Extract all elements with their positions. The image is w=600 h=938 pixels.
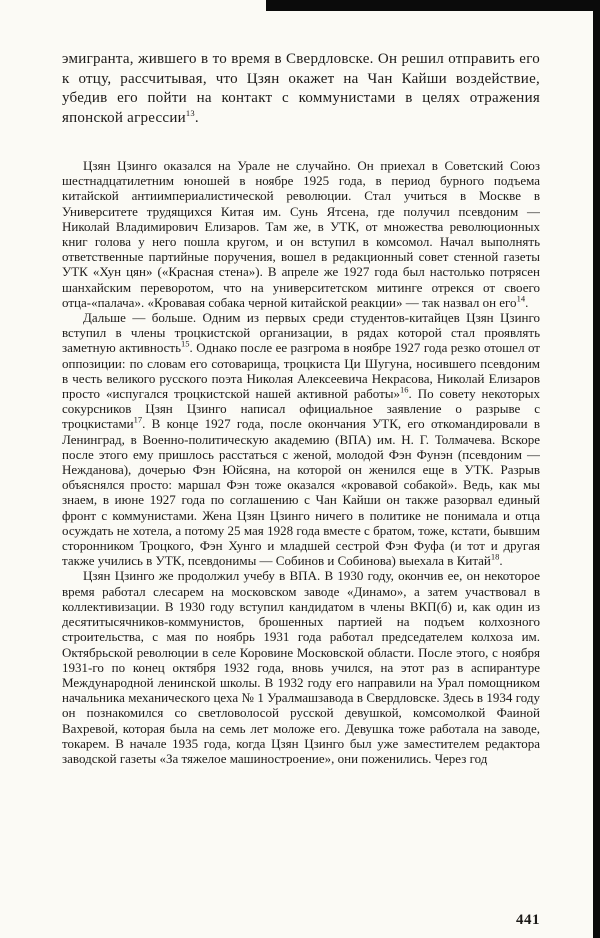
text-run: эмигранта, жившего в то время в Свердловске. Он решил отправить его к отцу, рассчитывая, что Цзян окажет на Чан Кайши воздействие, убедив его пойти на контакт с коммунистами в целях отражения японской агрессии: [62, 51, 540, 126]
paragraph-body-3: [62, 568, 540, 766]
text-run: .: [525, 294, 529, 310]
footnote-ref: 16: [400, 384, 409, 395]
section-break: [62, 128, 540, 158]
footnote-ref: 13: [185, 107, 195, 118]
footnote-ref: 17: [133, 415, 143, 426]
text-run: .: [194, 109, 199, 126]
footnote-ref: 18: [490, 551, 500, 562]
paragraph-body-1: [62, 158, 540, 310]
text-run: .: [499, 553, 503, 569]
text-run: Дальше — больше. Одним из первых среди студентов-китайцев Цзян Цзинго вступил в члены троцкистской организации, в рядах которой стал проявлять заметную активность: [62, 310, 540, 356]
text-run: . Однако после ее разгрома в ноябре 1927 года резко отошел от оппозиции: по словам его сотоварища, троцкиста Ци Шугуна, носившего псевдоним в честь великого русского поэта Николая Алексеевича Некрасова, Николай Елизаров просто «испугался троцкистской нашей активной работы»: [62, 340, 540, 402]
footnote-ref: 14: [516, 293, 526, 304]
page-text: [62, 50, 540, 910]
text-run: . По совету некоторых сокурсников Цзян Цзинго написал официальное заявление о разрыве с троцкистами: [62, 386, 540, 432]
paragraph-opening: [62, 50, 540, 128]
page-number: 441: [516, 912, 540, 928]
footnote-ref: 15: [181, 339, 190, 350]
text-run: Цзян Цзинго оказался на Урале не случайно. Он приехал в Советский Союз шестнадцатилетним юношей в ноябре 1925 года, в период бурного подъема китайской антиимпериалистической революции. Стал учиться в Москве в Университете трудящихся Китая им. Сунь Ятсена, где получил псевдоним — Николай Владимирович Елизаров. Там же, в УТК, от множества революционных книг голова у него пошла кругом, и он вступил в комсомол. Начал выполнять ответственные партийные поручения, вошел в редакционный совет стенной газеты УТК «Хун цян» («Красная стена»). В апреле же 1927 года был настолько потрясен шанхайским переворотом, что на университетском митинге отрекся от своего отца-«палача». «Кровавая собака черной китайской реакции» — так назвал он его: [62, 158, 540, 310]
scan-edge-right: [593, 0, 600, 938]
text-run: . В конце 1927 года, после окончания УТК, его откомандировали в Ленинград, в Военно-политическую академию (ВПА) им. Н. Г. Толмачева. Вскоре после этого ему пришлось расстаться с женой, молодой Фэн Фунэн (псевдоним — Нежданова), дочерью Фэн Юйсяна, на которой он женился еще в УТК. Разрыв объяснялся просто: маршал Фэн тоже оказался «кровавой собакой». Ведь, как мы знаем, в июне 1927 года по соглашению с Чан Кайши он также разорвал единый фронт с коммунистами. Жена Цзян Цзинго ничего в политике не понимала и отца осуждать не хотела, а потому 25 мая 1928 года вместе с братом, тоже, кстати, бывшим сторонником Троцкого, Фэн Хунго и младшей сестрой Фэн Фуфа (и тот и другая также учились в УТК, псевдонимы — Собинов и Собинова) выехала в Китай: [62, 416, 540, 569]
paragraph-body-2: [62, 310, 540, 568]
text-run: Цзян Цзинго же продолжил учебу в ВПА. В 1930 году, окончив ее, он некоторое время работал слесарем на московском заводе «Динамо», а затем участвовал в коллективизации. В 1930 году вступил кандидатом в члены ВКП(б) и, как один из десятитысячников-коммунистов, брошенных партией на подъем колхозного строительства, с мая по ноябрь 1931 года работал председателем колхоза им. Октябрьской революции в селе Коровине Московской области. После этого, с ноября 1931-го по конец октября 1932 года, вновь учился, на этот раз в аспирантуре Международной ленинской школы. В 1932 году его направили на Урал помощником начальника механического цеха № 1 Уралмашзавода в Свердловске. Здесь в 1934 году он познакомился со светловолосой русской девушкой, комсомолкой Фаиной Вахревой, которая была на семь лет моложе его. Девушка тоже работала на заводе, токарем. В начале 1935 года, когда Цзян Цзинго был уже заместителем редактора заводской газеты «За тяжелое машиностроение», они поженились. Через год: [62, 568, 540, 766]
scan-edge-top: [266, 0, 600, 11]
